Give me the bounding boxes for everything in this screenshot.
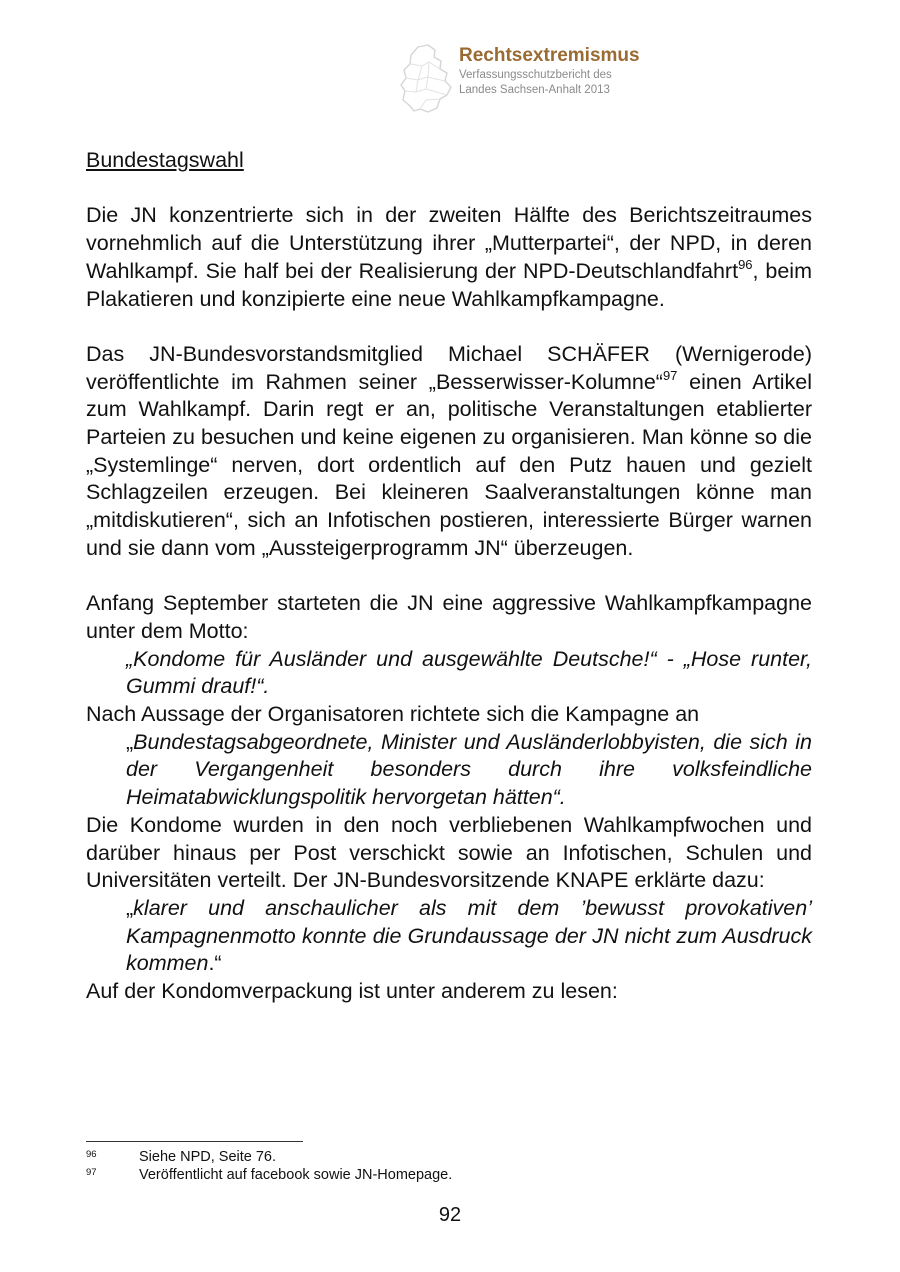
paragraph-1-text-b: , beim Plakatieren und konzipierte eine neue Wahlkampfkampagne. [86, 258, 812, 311]
footnote-separator [86, 1141, 303, 1142]
quote-motto: „Kondome für Ausländer und ausgewählte Deutsche!“ - „Hose runter, Gummi drauf!“. [126, 646, 812, 699]
footnote-number: 96 [86, 1149, 97, 1160]
header-subtitle-line1: Verfassungsschutzbericht des [459, 69, 612, 81]
footnote-97 [86, 1166, 786, 1184]
footnote-text: Veröffentlicht auf facebook sowie JN-Homepage. [139, 1167, 453, 1183]
header-subtitle-line2: Landes Sachsen-Anhalt 2013 [459, 83, 610, 96]
paragraph-4: Nach Aussage der Organisatoren richtete sich die Kampagne an [86, 702, 700, 727]
paragraph-5: Die Kondome wurden in den noch verbliebenen Wahlkampfwochen und darüber hinaus per Post verschickt sowie an Infotischen, Schulen und Universitäten verteilt. Der JN-Bundesvorsitzende KNAPE erklärte dazu: [86, 812, 812, 893]
paragraph-6: Auf der Kondomverpackung ist unter anderem zu lesen: [86, 979, 618, 1004]
saxony-anhalt-map-icon [398, 44, 454, 114]
footnote-text: Siehe NPD, Seite 76. [139, 1149, 277, 1165]
footnote-96 [86, 1148, 786, 1166]
paragraph-2-text-b: einen Artikel zum Wahlkampf. Darin regt er an, politische Veranstaltungen etablierter Parteien zu besuchen und keine eigenen zu organisieren. Man könne so die „Systemlinge“ nerven, dort ordentlich auf den Putz hauen und gezielt Schlagzeilen erzeugen. Bei kleineren Saalveranstaltungen könne man „mitdiskutieren“, sich an Infotischen postieren, interessierte Bürger warnen und sie dann vom „Aussteigerprogramm JN“ überzeugen. [86, 369, 812, 560]
section-heading: Bundestagswahl [86, 148, 244, 172]
page-header [398, 44, 718, 114]
quote-knape-text: klarer und anschaulicher als mit dem ’bewusst provokativen’ Kampagnenmotto konnte die Grundaussage der JN nicht zum Ausdruck kommen [126, 895, 812, 976]
footnote-ref-96[interactable]: 96 [738, 256, 753, 272]
header-title: Rechtsextremismus [459, 45, 640, 66]
paragraph-1-text-a: Die JN konzentrierte sich in der zweiten Hälfte des Berichtszeitraumes vornehmlich auf die Unterstützung ihrer „Mutterpartei“, der NPD, in deren Wahlkampf. Sie half bei der Realisierung der NPD-Deutschlandfahrt [86, 203, 812, 283]
quote-organisers [126, 729, 812, 812]
paragraph-2-text-a: Das JN-Bundesvorstandsmitglied Michael SCHÄFER (Wernigerode) veröffentlichte im Rahmen seiner „Besserwisser-Kolumne“ [86, 341, 812, 394]
paragraph-1 [86, 202, 812, 313]
paragraph-3: Anfang September starteten die JN eine aggressive Wahlkampfkampagne unter dem Motto: [86, 591, 812, 643]
quote-knape-open: „ [126, 895, 134, 920]
paragraph-2 [86, 341, 812, 563]
quote-organisers-open: „ [126, 729, 134, 754]
main-content [86, 147, 812, 1006]
page-number: 92 [438, 1204, 462, 1226]
footnote-ref-97[interactable]: 97 [662, 367, 678, 383]
quote-knape [126, 895, 812, 978]
footnotes [86, 1148, 786, 1184]
quote-organisers-text: Bundestagsabgeordnete, Minister und Ausländerlobbyisten, die sich in der Vergangenheit besonders durch ihre volksfeindliche Heimatabwicklungspolitik hervorgetan hätten“. [126, 729, 812, 810]
quote-knape-close: .“ [208, 951, 222, 976]
footnote-number: 97 [86, 1167, 97, 1178]
